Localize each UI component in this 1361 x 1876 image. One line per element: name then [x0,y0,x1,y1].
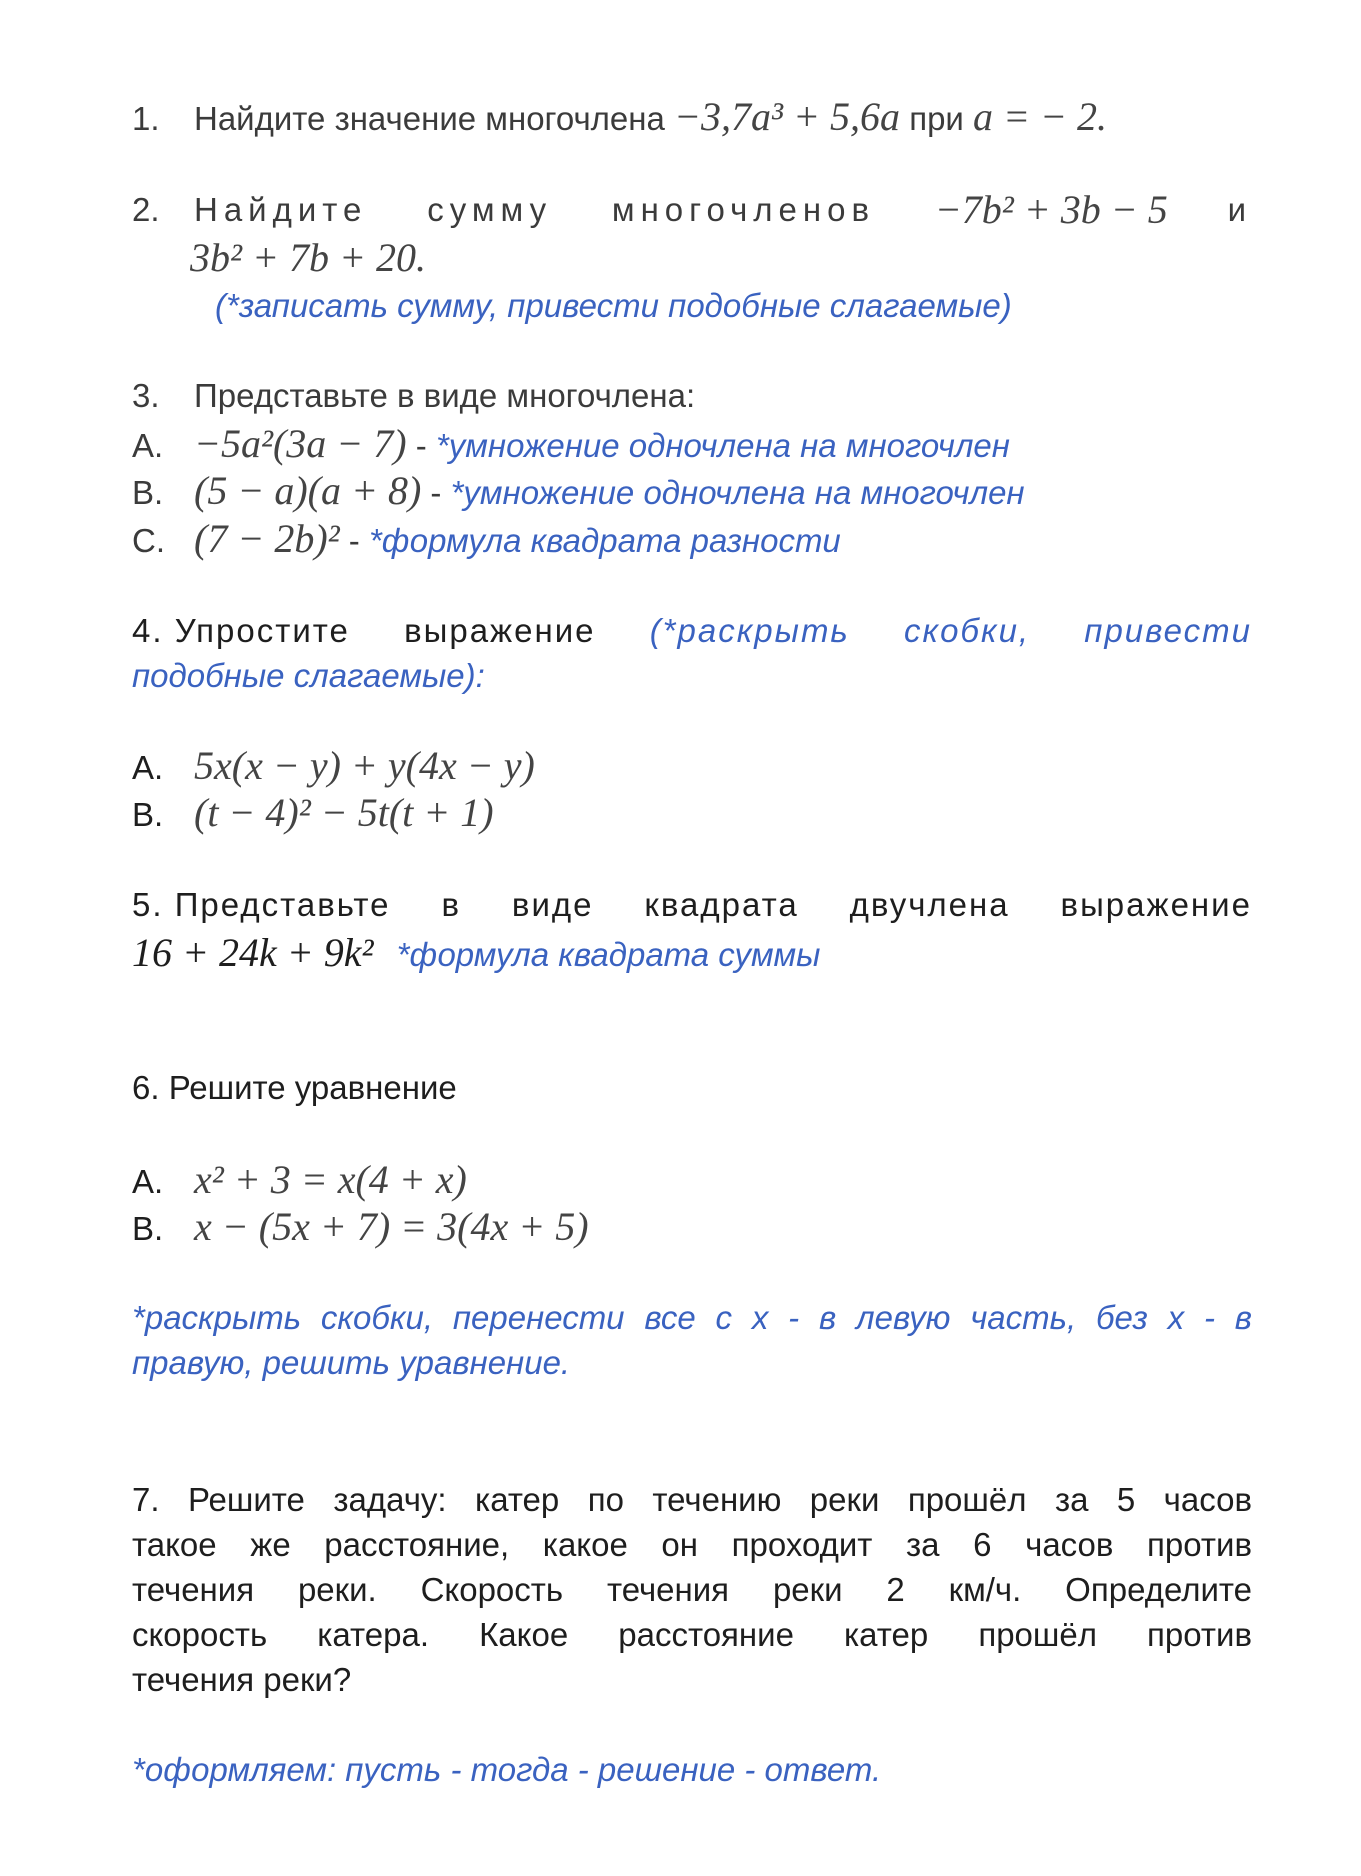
q1-condition: a = − 2. [973,94,1108,139]
q2-number: 2. [132,191,160,228]
item-label: B. [132,474,164,511]
q4-line-1 [132,611,1252,651]
q2-line-2 [190,235,426,280]
q4-hint-word: привести [1084,612,1252,649]
q5-word: выражение [1060,886,1252,923]
q5-line-1 [132,885,1252,925]
q4-word: выражение [404,612,596,649]
q1-number: 1. [132,100,160,137]
item-label: B. [132,796,164,833]
q6-hint-line-1: *раскрыть скобки, перенести все с х - в левую часть, без х - в [132,1299,1252,1336]
q6-hint-line-2: правую, решить уравнение. [132,1344,571,1381]
q5-expression: 16 + 24k + 9k² [132,930,374,975]
q6-heading: 6. Решите уравнение [132,1069,457,1106]
dash: - [406,427,436,464]
q2-and: и [1227,191,1252,228]
q7-line: течения реки? [132,1661,352,1698]
q5-line-2 [132,930,821,975]
q3-b-expression: (5 − a)(a + 8) [194,468,422,513]
q5-word: в [441,886,461,923]
q3-c-hint: *формула квадрата разности [368,522,841,559]
q6-item-b [132,1204,589,1249]
q4-word: Упростите [174,612,350,649]
q6-b-expression: x − (5x + 7) = 3(4x + 5) [194,1204,589,1249]
q2-line-1 [132,187,1252,232]
q2-word: многочленов [611,191,875,228]
item-label: A. [132,427,164,464]
q1-expression: −3,7a³ + 5,6a [674,94,901,139]
q3-item-b [132,468,1025,513]
q3-item-c [132,516,841,561]
q6-a-expression: x² + 3 = x(4 + x) [194,1157,467,1202]
dash: - [339,522,369,559]
q4-hint-word: (*раскрыть [649,612,850,649]
q3-a-hint: *умножение одночлена на многочлен [435,427,1010,464]
q5-word: квадрата [644,886,799,923]
q5-hint: *формула квадрата суммы [396,936,821,973]
q2-word: сумму [427,191,553,228]
q4-item-a [132,743,535,788]
q3-c-expression: (7 − 2b)² [194,516,340,561]
q4-hint-line-2: подобные слагаемые): [132,657,485,694]
item-label: A. [132,749,164,786]
q5-word: двучлена [849,886,1010,923]
q5-number: 5. [132,886,164,923]
q3-line [132,376,695,416]
q7-line: течения реки. Скорость течения реки 2 км/ч. Определите [132,1571,1252,1608]
q7-line: такое же расстояние, какое он проходит за 6 часов против [132,1526,1252,1563]
q2-expression-2: 3b² + 7b + 20. [190,235,426,280]
q1-text: Найдите значение многочлена [194,100,665,137]
q4-b-expression: (t − 4)² − 5t(t + 1) [194,790,494,835]
q7-hint: *оформляем: пусть - тогда - решение - ответ. [132,1751,882,1788]
q2-word: Найдите [194,191,368,228]
q4-number: 4. [132,612,164,649]
q1-line [132,94,1108,139]
item-label: B. [132,1210,164,1247]
q1-pri: при [909,100,964,137]
q7-line: скорость катера. Какое расстояние катер прошёл против [132,1616,1252,1653]
q2-expression-1: −7b² + 3b − 5 [934,187,1168,232]
q2-hint: (*записать сумму, привести подобные слагаемые) [215,287,1012,324]
q7-line: 7. Решите задачу: катер по течению реки прошёл за 5 часов [132,1481,1252,1518]
q5-word: Представьте [174,886,391,923]
q3-a-expression: −5a²(3a − 7) [194,421,407,466]
item-label: A. [132,1163,164,1200]
q3-text: Представьте в виде многочлена: [194,377,696,414]
q5-word: виде [511,886,594,923]
q6-item-a [132,1157,467,1202]
q3-number: 3. [132,377,160,414]
q4-hint-word: скобки, [903,612,1031,649]
q3-item-a [132,421,1010,466]
q4-a-expression: 5x(x − y) + y(4x − y) [194,743,535,788]
q3-b-hint: *умножение одночлена на многочлен [450,474,1025,511]
q4-item-b [132,790,494,835]
item-label: C. [132,522,165,559]
dash: - [421,474,451,511]
